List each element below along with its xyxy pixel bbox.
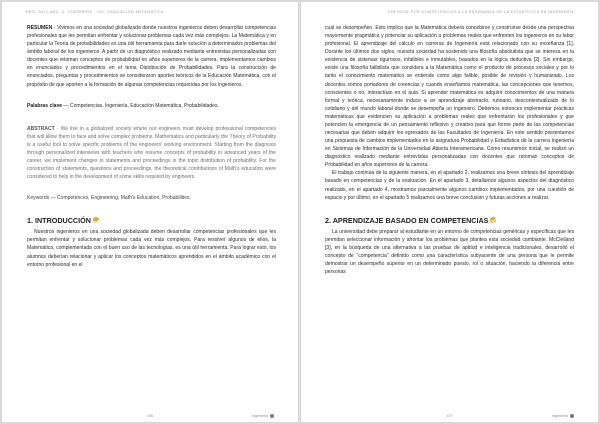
resumen-label: RESUMEN (27, 25, 53, 31)
section-heading-text: 2. APRENDIZAJE BASADO EN COMPETENCIAS (325, 215, 489, 225)
running-head-right: ENFOQUE POR COMPETENCIAS A LA ENSEÑANZA DE LA ESTADÍSTICA EN INGENIERÍA (388, 10, 574, 14)
journal-brand-left (252, 414, 274, 418)
body-paragraph-3: La universidad debe preparar al estudiante en un entorno de competencias genéricas y específicas que les permitan seleccionar información y afrontar los problemas que plantea esta sociedad cambiante. McClelland [3], en la búsqueda de una alternativa a las pruebas de aptitud e inteligencia tradicionales, desarrolló el concepto de “competencia” definido como una característica subyacente de una persona que le permite demostrar un desempeño superior en un determinado puesto, rol o situación, haciendo la diferencia entre personas (325, 228, 574, 276)
section-badge-icon (93, 217, 99, 223)
journal-brand-text: Ingeniería (252, 414, 268, 418)
resumen-text: · Vivimos en una sociedad globalizada donde nuestros ingenieros deben desarrollar competencias profesionales que les permitan enfrentar y solucionar problemas cada vez más complejos. La Matemática y en particular la Teoría de probabilidades es una útil herramienta para darle solución a determinados problemas del ámbito laboral de los ingenieros. A partir de un diagnóstico realizado mediante entrevistas personalizadas con docentes que retoman conceptos de probabilidad en años superiores de la carrera, implementamos cambios en enunciados y procedimientos en el tema Distribución de Probabilidades. Para la construcción de enunciados, preguntas y procedimientos se consideraron aportes teóricos de la Educación Matemática, con el propósito de que aporten a la formación de algunas competencias requeridas por los ingenieros. (27, 25, 276, 88)
page-number-right: 107 (446, 414, 453, 418)
journal-brand-right (552, 414, 574, 418)
running-head-left: PRO. SAI LANG, D. GUERRERO · INC. EDUCACIÓN MATEMÁTICA (26, 10, 164, 14)
section-heading-text: 1. INTRODUCCIÓN (27, 216, 91, 226)
section-heading-competencias (325, 216, 574, 226)
left-page (2, 2, 298, 422)
palabras-clave-paragraph (27, 102, 276, 110)
section-badge-icon (490, 217, 496, 223)
keywords-paragraph (27, 194, 276, 202)
abstract-paragraph (27, 125, 276, 182)
left-page-content (27, 24, 276, 269)
right-page-content (325, 24, 574, 276)
abstract-label: ABSTRACT (27, 125, 55, 132)
page-number-left: 106 (147, 414, 153, 418)
journal-brand-text: Ingeniería (552, 414, 568, 418)
abstract-text: · We live in a globalized society where our engineers must develop professional competencies that will allow them to face and solve complex problems. Mathematics and particularly the Theory of Probability is a useful tool to solve specific problems of the engineers' working environment. Starting from the diagnosis through personalized interviews with teachers who resume concepts of probability in advanced years of the career, we implement changes in statements and proceedings in the topic distribution of probability. For the construction of statements, questions and proceedings, the theoretical contributions of Math's education were considered to help in the development of some skills required by engineers. (27, 125, 276, 181)
right-page (301, 2, 598, 422)
resumen-paragraph (27, 24, 276, 89)
body-paragraph-2: El trabajo continúa de la siguiente manera, en el apartado 2, realizamos una breve síntesis del aprendizaje basado en competencias y de la evaluación. En el apartado 3, detallamos algunos aspectos del diagnóstico realizado, en el apartado 4, mostramos parcialmente algunos cambios implementados, por una cuestión de espacio y por último, en el apartado 5 realizamos una breve conclusión y futuras acciones a realizar. (325, 170, 574, 201)
keywords-label: Keywords (27, 195, 50, 202)
body-paragraph-1: cual se desempeñen. Esto implica que la Matemática deberá concebirse y construirse desde una perspectiva mayormente pragmática y potenciar su aplicación a problemas reales que enfrenten los ingenieros en su labor profesional. El aprendizaje del cálculo en carreras de Ingeniería está relacionado con su enseñanza [1]. Durante los últimos dos siglos, nuestra sociedad ha sostenido una filosofía absolutista que se interesa en la existencia de sistemas rigurosos, infalibles e inmutables, basados en la lógica deductiva [2]. Sin embargo, existe una filosofía falibilista que considera a la Matemática como el producto de procesos sociales y por lo tanto el conocimiento matemático se entiende como algo falible, posible de revisión y humanizado. Los docentes somos portadores de creencias y cuando enseñamos matemática, las concepciones que tenemos, conscientes o no, interactúan en el aula. Si aprender matemática es adquirir conocimientos de una manera formal y teórica, necesariamente induce a un aprendizaje abstracto, rutinario, descontextualizado de lo cotidiano y del mundo laboral donde se desempeña un ingeniero. Debemos entonces implementar prácticas matemáticas que evidencien su aplicación a problemas reales que enfrentarán los profesionales y que potencien la emergencia de un pensamiento reflexivo y creativo para que forme parte de las competencias necesarias que deben adquirir los egresados de las Facultades de Ingeniería. En este sentido presentamos una propuesta de cambios implementados en la asignatura Probabilidad y Estadística de la carrera Ingeniería en Sistemas de Información de la Universidad Abierta Interamericana. Como resumimos inicial, se realizó un diagnóstico realizado mediante entrevistas personalizadas con docentes que retoman conceptos de Probabilidad en años superiores de la carrera. (325, 25, 574, 169)
journal-logo-icon (270, 414, 274, 418)
journal-logo-icon (570, 414, 574, 418)
keywords-text: — Competences, Engineering, Math's Education, Probabilities. (49, 195, 191, 202)
palabras-clave-label: Palabras clave (27, 102, 63, 109)
section-heading-introduccion (27, 216, 276, 226)
palabras-clave-text: — Competencias, Ingeniería, Educación Matemática, Probabilidades. (62, 102, 219, 109)
intro-paragraph: Nuestros ingenieros en una sociedad globalizada deben desarrollar competencias profesionales que les permitan enfrentar y solucionar problemas cada vez más complejos. Para resolver algunos de ellos, la Matemática, complementada con el buen uso de las tecnologías, es una útil herramienta. Para lograr esto, los alumnos deberían relacionar y aplicar los conceptos matemáticos aprendidos en el ámbito académico con el entorno profesional en el (27, 229, 276, 268)
